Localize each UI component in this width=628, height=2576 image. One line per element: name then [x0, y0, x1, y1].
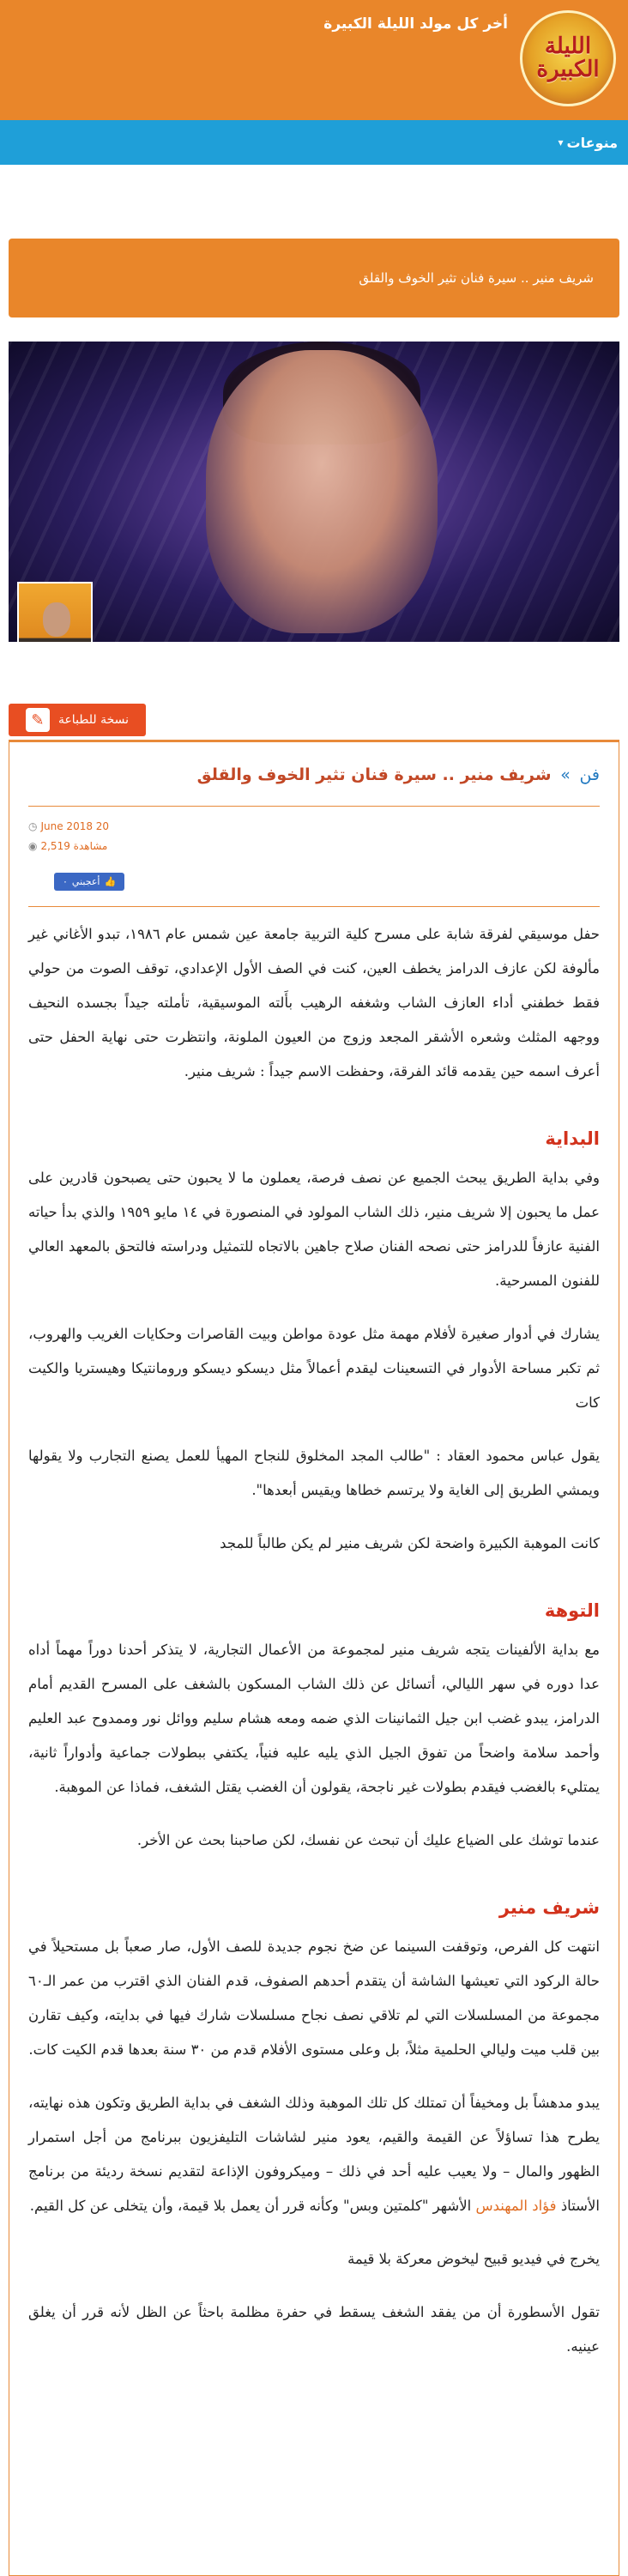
article — [9, 740, 619, 2576]
article-body — [28, 917, 600, 2364]
clock-icon: ◷ — [28, 820, 38, 833]
site-logo[interactable] — [520, 10, 616, 106]
eye-icon: ◉ — [28, 840, 38, 853]
main-nav — [0, 120, 628, 165]
article-views-text: 2,519 مشاهدة — [40, 840, 108, 853]
page-title-banner: شريف منير .. سيرة فنان تثير الخوف والقلق — [9, 239, 619, 317]
logo-line-2: الكبيرة — [536, 57, 600, 82]
chevron-down-icon: ▾ — [558, 136, 564, 148]
paragraph: كانت الموهبة الكبيرة واضحة لكن شريف منير لم يكن طالباً للمجد — [220, 1534, 600, 1551]
breadcrumb-category-link[interactable]: فن — [579, 765, 600, 784]
nav-menu-label: منوعات — [566, 134, 618, 151]
paragraph: يشارك في أدوار صغيرة لأفلام مهمة مثل عودة مواطن وبيت القاصرات وحكايات الغريب والهروب، ثم تكبر مساحة الأدوار في التسعينات ليقدم أعمالاً مثل ديسكو ديسكو ورومانتيكا وهيستريا والكيت كات — [28, 1325, 600, 1411]
like-button[interactable] — [54, 873, 124, 891]
article-heading — [28, 761, 600, 789]
like-label: أعجبني — [71, 875, 100, 887]
paragraph: يقول عباس محمود العقاد : "طالب المجد المخلوق للنجاح المهيأ للعمل يصنع التجارب ولا يقولها ويمشي الطريق إلى الغاية ولا يرتسم خطاها ويقيس أبعدها". — [28, 1447, 600, 1498]
author-avatar[interactable] — [17, 582, 93, 642]
paragraph-text: يبدو مدهشاً بل ومخيفاً أن تمتلك كل تلك الموهبة وذلك الشغف في بداية الطريق وتكون هذه نهايته، يطرح هذا تساؤلاً عن القيمة والقيم، يعود منير لشاشات التليفزيون ببرنامج من أجل استمرار الظهور والمال – ولا يعيب عليه أحد في ذلك – وميكروفون الإذاعة لتقديم نسخة رديئة من برنامج الأستاذ — [28, 2094, 600, 2214]
article-meta — [28, 817, 600, 856]
nav-menu-misc[interactable] — [558, 135, 618, 151]
logo-line-1: الليلة — [544, 33, 592, 59]
thumbs-up-icon: 👍 — [104, 875, 117, 887]
paragraph — [28, 2086, 600, 2223]
paragraph: عندما توشك على الضياع عليك أن تبحث عن نفسك، لكن صاحبنا بحث عن الأخر. — [136, 1831, 600, 1848]
paragraph: وفي بداية الطريق يبحث الجميع عن نصف فرصة، يعملون ما لا يحبون حتى يصبحون قادرين على عمل ما يحبون إلا شريف منير، ذلك الشاب المولود في المنصورة في ١٤ مايو ١٩٥٩ والذي بدأ حياته الفنية عازفاً للدرامز حتى نصحه الفنان صلاح جاهين بالاتجاه للتمثيل ودراسته فالتحق بالمعهد العالي للفنون المسرحية. — [28, 1169, 600, 1289]
breadcrumb-separator: » — [560, 765, 571, 784]
inline-link-fouad-elmohandes[interactable]: فؤاد المهندس — [475, 2197, 557, 2214]
divider — [28, 906, 600, 907]
section-heading-sherif-mounir: شريف منير — [498, 1896, 600, 1918]
article-title: شريف منير .. سيرة فنان تثير الخوف والقلق — [196, 765, 552, 784]
site-tagline: أخر كل مولد الليلة الكبيرة — [323, 15, 508, 33]
print-button[interactable] — [9, 704, 146, 736]
paragraph: انتهت كل الفرص، وتوقفت السينما عن ضخ نجوم جديدة للصف الأول، صار صعباً بل مستحيلاً في حالة الركود التي تعيشها الشاشة أن يتقدم أحدهم الصفوف، قدم الفنان الذي اقترب من عمر الـ٦٠ مجموعة من المسلسلات التي لم تلاقي نصف نجاح مسلسلات شارك فيها في بدايته، وكيف تقارن بين قلب ميت وليالي الحلمية مثلاً، بل وعلى مستوى الأفلام قدم من ٣٠ سنة بعدها قدم الكيت كات. — [28, 1938, 600, 2058]
print-button-label: نسخة للطباعة — [57, 713, 130, 727]
divider — [28, 806, 600, 807]
pencil-icon: ✎ — [26, 708, 50, 732]
section-heading-beginning: البداية — [545, 1128, 600, 1149]
article-views — [28, 837, 600, 856]
paragraph: مع بداية الألفينات يتجه شريف منير لمجموعة من الأعمال التجارية، لا يتذكر أحدنا دوراً مهماً أداه عدا دوره في سهر الليالي، أتسائل عن ذلك الشاب المسكون بالشغف على المسرح القديم أمام الدرامز، يبدو غضب ابن جيل الثمانينات الذي ضمه ومعه هشام سليم ووائل نور وممدوح عبد العليم وأحمد سلامة واضحاً من تفوق الجيل الذي يليه عليه فنياً، يكتفي ببطولات جماعية وأدواراً ثانية، يمتليء بالغضب فيقدم بطولات غير ناجحة، يقولون أن الغضب يقتل الشغف، فماذا عن الموهبة. — [28, 1641, 600, 1795]
hero-image — [9, 342, 619, 642]
paragraph: تقول الأسطورة أن من يفقد الشغف يسقط في حفرة مظلمة باحثاً عن الظل لأنه قرر أن يغلق عينيه. — [28, 2303, 600, 2355]
article-date — [28, 817, 600, 837]
section-heading-lost: التوهة — [544, 1599, 600, 1621]
paragraph: يخرج في فيديو قبيح ليخوض معركة بلا قيمة — [347, 2250, 600, 2267]
like-count: ٠ — [63, 875, 68, 887]
paragraph: حفل موسيقي لفرقة شابة على مسرح كلية التربية جامعة عين شمس عام ١٩٨٦، تبدو الأغاني غير مألوفة لكن عازف الدرامز يخطف العين، كنت في الصف الأول الإعدادي، توقف الصوت من حولي فقط خطفني أداء العازف الشاب وشغفه الرهيب بأَلته الموسيقية، تأملته جيداً بجسده النحيف ووجهه المثلث وشعره الأشقر المجعد وزوج من العيون الملونة، وانتظرت حتى نهاية الحفل حتى أعرف اسمه حين يقدمه قائد الفرقة، وحفظت الاسم جيداً : شريف منير. — [28, 925, 601, 1079]
article-date-text: June 2018 20 — [40, 820, 110, 833]
site-header — [0, 0, 628, 120]
paragraph-text: الأشهر "كلمتين وبس" وكأنه قرر أن يعمل بلا قيمة، وأن يتخلى عن كل القيم. — [29, 2197, 476, 2214]
